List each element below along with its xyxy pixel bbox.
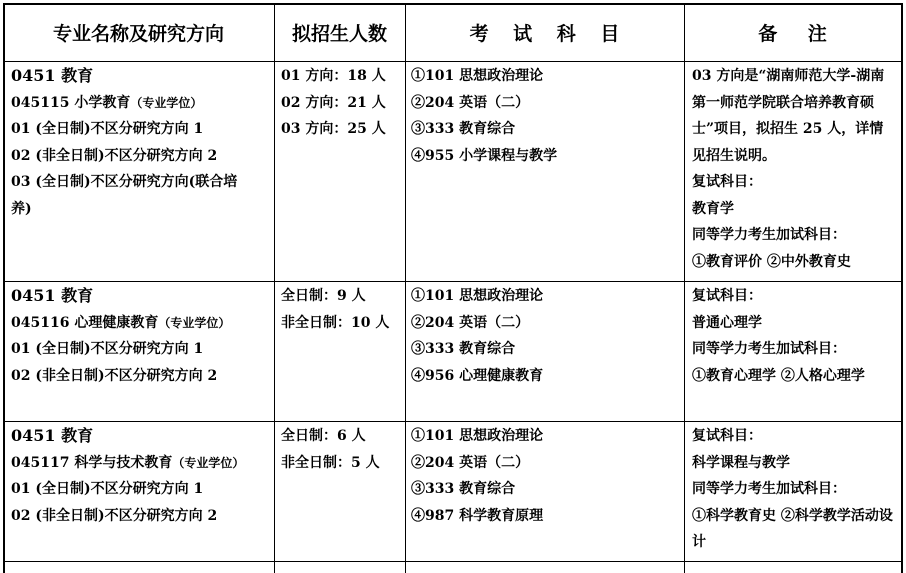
remark-text: ①教育心理学 ②人格心理学 bbox=[692, 367, 865, 384]
table-row-045117-remarks bbox=[692, 423, 897, 556]
exam-item: ④956 心理健康教育 bbox=[411, 367, 544, 384]
program-note: （专业学位） bbox=[158, 315, 231, 330]
table-row-045116-major bbox=[11, 283, 269, 389]
direction-item: 01 (全日制)不区分研究方向 1 bbox=[11, 341, 204, 357]
table-row-045115-exams bbox=[411, 63, 681, 169]
enroll-item: 全日制：6 人 bbox=[281, 428, 366, 444]
header-enrollment: 拟招生人数 bbox=[291, 22, 387, 45]
row-divider bbox=[3, 561, 903, 562]
exam-item: ③333 教育综合 bbox=[411, 121, 516, 137]
direction-item: 02 (非全日制)不区分研究方向 2 bbox=[11, 147, 218, 164]
enroll-item: 全日制：9 人 bbox=[281, 288, 366, 304]
table-row-045115-remarks bbox=[692, 63, 897, 275]
column-divider bbox=[684, 3, 685, 573]
major-name: 0451 教育 bbox=[11, 66, 94, 85]
remark-text: 复试科目： bbox=[692, 428, 762, 444]
table-row-045117-exams bbox=[411, 423, 681, 529]
row-divider bbox=[3, 421, 903, 422]
remark-text: 教育学 bbox=[692, 200, 734, 217]
direction-item: 03 (全日制)不区分研究方向(联合培养) bbox=[11, 174, 238, 217]
direction-item: 01 (全日制)不区分研究方向 1 bbox=[11, 121, 204, 137]
direction-item: 02 (非全日制)不区分研究方向 2 bbox=[11, 367, 218, 384]
table-border-left bbox=[3, 3, 5, 573]
exam-item: ③333 教育综合 bbox=[411, 341, 516, 357]
table-row-045115-enrollment bbox=[281, 63, 401, 143]
major-name: 0451 教育 bbox=[11, 286, 94, 305]
remark-text: 03 方向是“湖南师范大学-湖南第一师范学院联合培养教育硕士”项目，拟招生 25 人，详情见招生说明。 bbox=[692, 68, 885, 164]
program-name: 045115 小学教育 bbox=[11, 94, 131, 111]
exam-item: ④987 科学教育原理 bbox=[411, 507, 544, 524]
table-row-045115-major bbox=[11, 63, 269, 222]
table-row-045117-major bbox=[11, 423, 269, 529]
column-divider bbox=[274, 3, 275, 573]
remark-text: ①教育评价 ②中外教育史 bbox=[692, 253, 851, 270]
row-divider bbox=[3, 281, 903, 282]
major-name: 0451 教育 bbox=[11, 426, 94, 445]
enroll-item: 01 方向：18 人 bbox=[281, 68, 386, 84]
remark-text: 科学课程与教学 bbox=[692, 454, 790, 471]
remark-text: 同等学力考生加试科目： bbox=[692, 481, 846, 497]
header-major: 专业名称及研究方向 bbox=[52, 22, 224, 45]
admissions-table bbox=[3, 3, 903, 573]
exam-item: ③333 教育综合 bbox=[411, 481, 516, 497]
row-divider bbox=[3, 61, 903, 62]
direction-item: 01 (全日制)不区分研究方向 1 bbox=[11, 481, 204, 497]
remark-text: 同等学力考生加试科目： bbox=[692, 227, 846, 243]
program-name: 045117 科学与技术教育 bbox=[11, 454, 173, 471]
program-note: （专业学位） bbox=[172, 455, 245, 470]
enroll-item: 非全日制：10 人 bbox=[281, 314, 390, 331]
direction-item: 02 (非全日制)不区分研究方向 2 bbox=[11, 507, 218, 524]
exam-item: ①101 思想政治理论 bbox=[411, 288, 544, 304]
remark-text: 普通心理学 bbox=[692, 314, 762, 331]
enroll-item: 03 方向：25 人 bbox=[281, 121, 386, 137]
exam-item: ①101 思想政治理论 bbox=[411, 428, 544, 444]
enroll-item: 02 方向：21 人 bbox=[281, 94, 386, 111]
enroll-item: 非全日制：5 人 bbox=[281, 454, 380, 471]
header-remarks: 备 注 bbox=[758, 22, 827, 45]
program-name: 045116 心理健康教育 bbox=[11, 314, 159, 331]
exam-item: ②204 英语（二） bbox=[411, 94, 530, 111]
table-border-right bbox=[901, 3, 903, 573]
exam-item: ④955 小学课程与教学 bbox=[411, 147, 558, 164]
table-row-045116-remarks bbox=[692, 283, 897, 389]
remark-text: 同等学力考生加试科目： bbox=[692, 341, 846, 357]
remark-text: 复试科目： bbox=[692, 288, 762, 304]
remark-text: ①科学教育史 ②科学教学活动设计 bbox=[692, 507, 893, 550]
exam-item: ②204 英语（二） bbox=[411, 454, 530, 471]
table-row-045117-enrollment bbox=[281, 423, 401, 476]
table-row-045116-enrollment bbox=[281, 283, 401, 336]
exam-item: ①101 思想政治理论 bbox=[411, 68, 544, 84]
header-exam-subjects: 考 试 科 目 bbox=[469, 22, 620, 45]
table-row-045116-exams bbox=[411, 283, 681, 389]
exam-item: ②204 英语（二） bbox=[411, 314, 530, 331]
column-divider bbox=[405, 3, 406, 573]
remark-text: 复试科目： bbox=[692, 174, 762, 190]
program-note: （专业学位） bbox=[130, 95, 203, 110]
